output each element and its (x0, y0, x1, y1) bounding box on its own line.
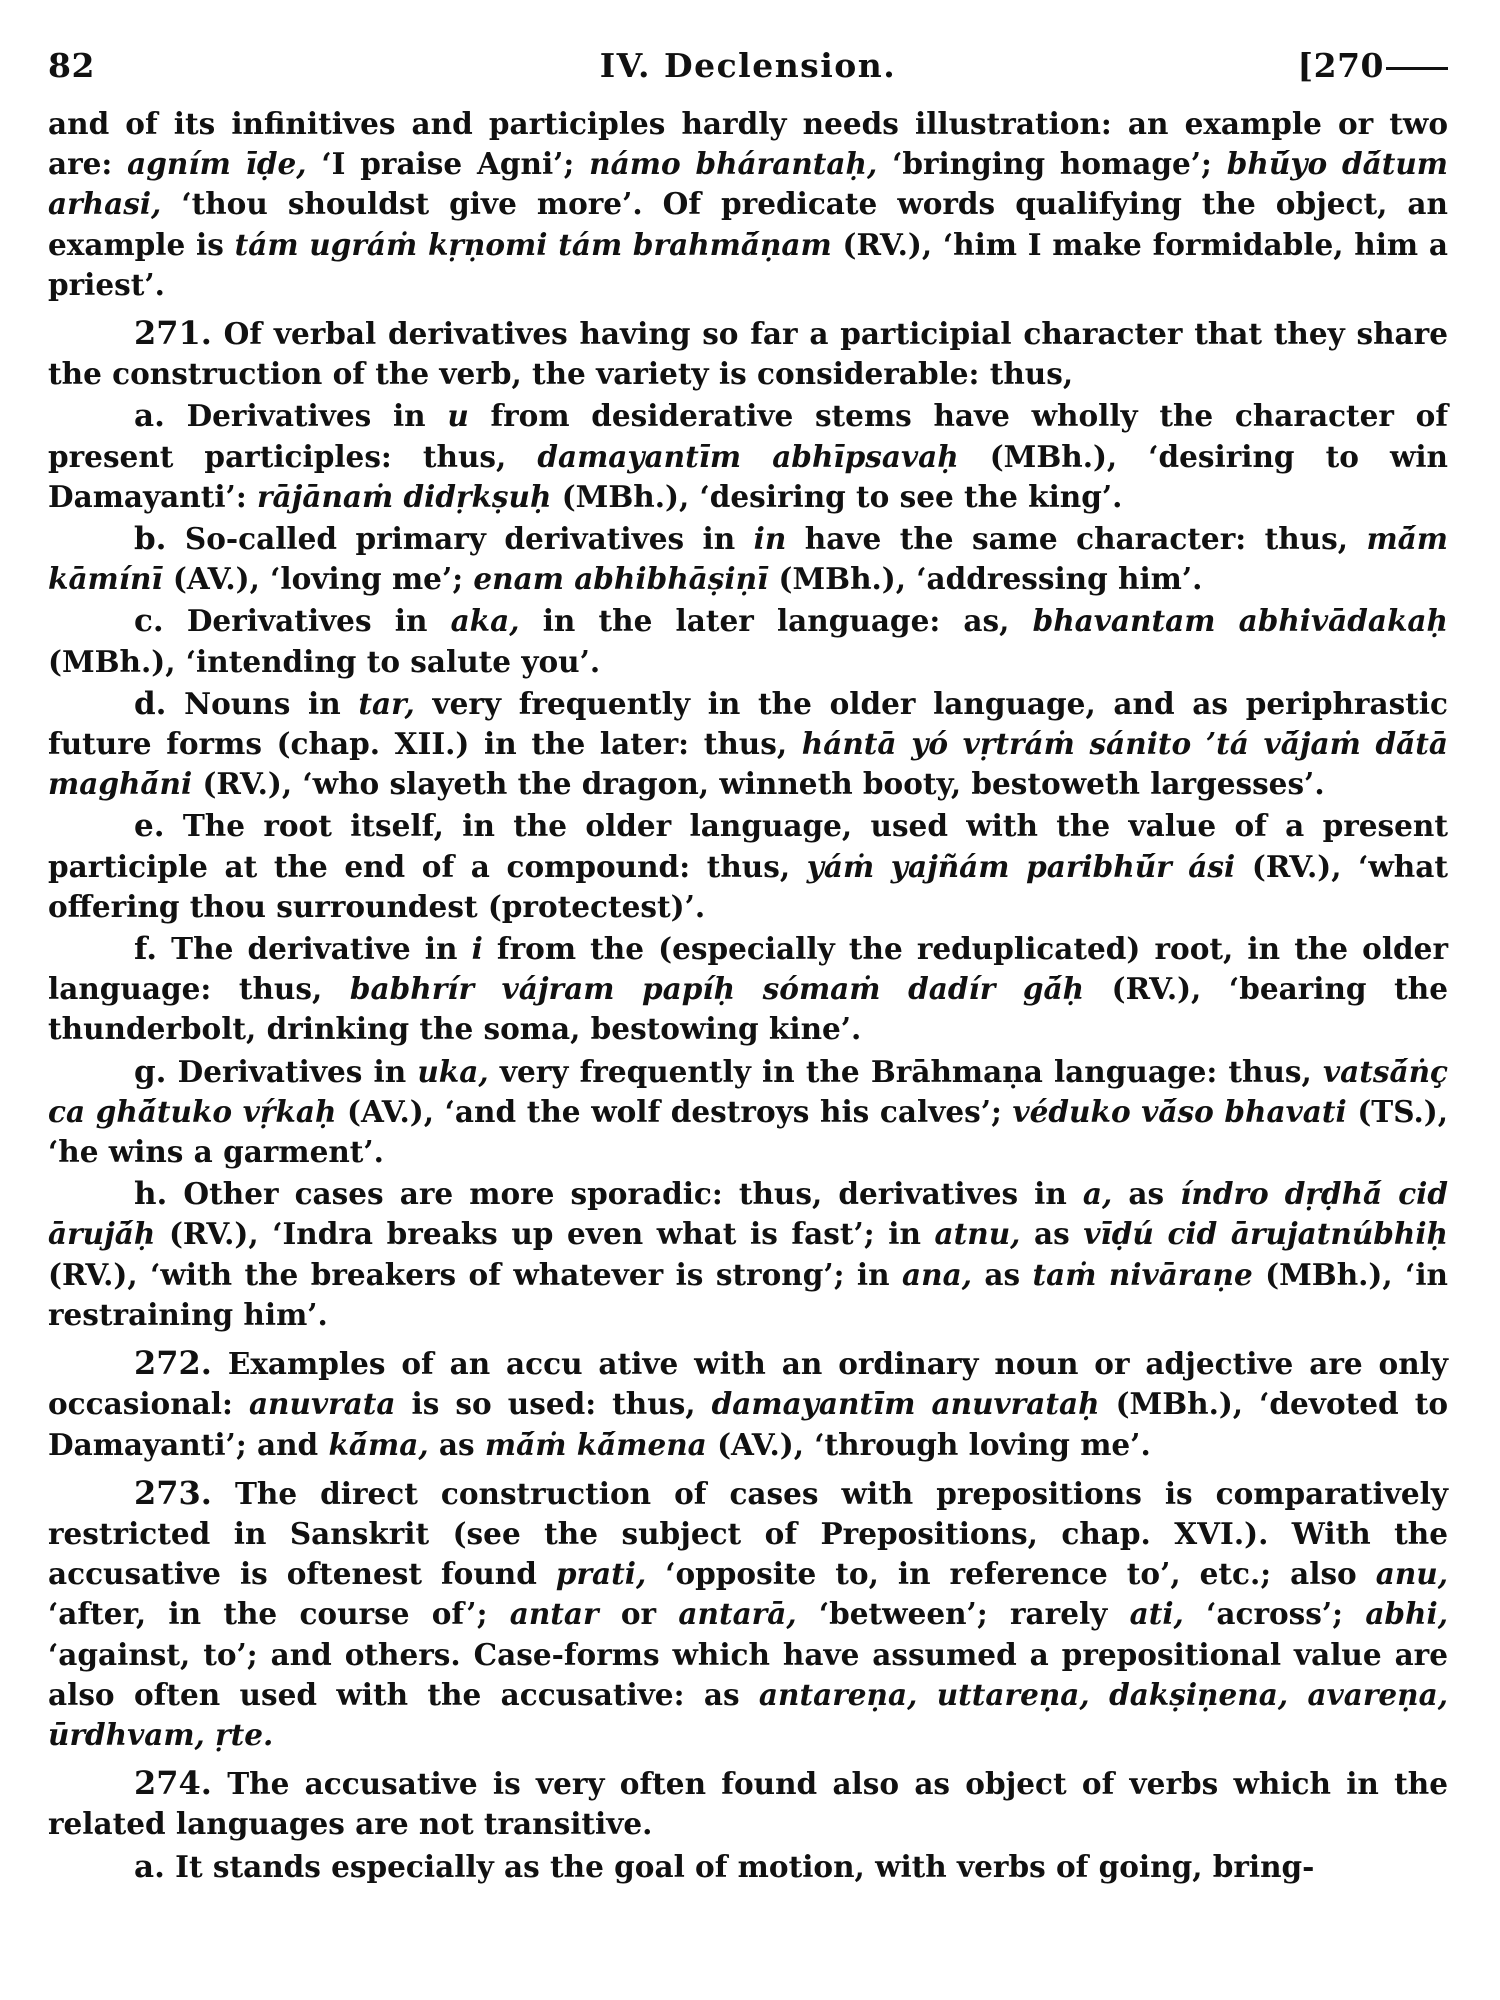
sanskrit-term: babhrír vájram papíḥ sómaṁ dadír gā́ḥ (349, 971, 1085, 1007)
text-run: is so used: thus, (395, 1386, 712, 1422)
sanskrit-term: rājānaṁ didṛkṣuḥ (257, 478, 552, 514)
text-run: ‘across’; (1183, 1596, 1366, 1632)
text-run: from desiderative stems have wholly the character of present participles: thus, (48, 398, 1449, 474)
sanskrit-term: antareṇa, uttareṇa, dakṣiṇena, avareṇa, ūrdhvam, ṛte. (48, 1676, 1448, 1752)
chapter-title: IV. Declension. (599, 46, 897, 85)
text-run: (RV.), ‘Indra breaks up even what is fast’; in (155, 1216, 935, 1252)
text-run: and of its infinitives and participles hardly needs illustration: an example or two are: (48, 106, 1448, 182)
text-run: (MBh.), ‘desiring to win Damayanti’: (48, 438, 1448, 514)
text-run: (AV.), ‘loving me’; (162, 561, 474, 597)
sanskrit-term: ati, (1129, 1596, 1184, 1632)
text-run: So-called primary derivatives in (166, 521, 754, 557)
subsection-paragraph-p271e (48, 806, 1448, 927)
sanskrit-term: enam abhibhāṣiṇī (473, 561, 769, 597)
sanskrit-term: kā́ma, (328, 1426, 429, 1462)
text-run: (TS.), ‘he wins a garment’. (48, 1093, 1448, 1170)
subsection-letter: h. (134, 1176, 168, 1213)
text-run: ‘I praise Agni’; (306, 146, 590, 182)
text-run: as (428, 1426, 485, 1462)
text-run: ‘bringing homage’; (877, 146, 1227, 182)
text-run: (RV.), ‘who slayeth the dragon, winneth booty, bestoweth largesses’. (192, 766, 1325, 802)
text-run: as (971, 1256, 1033, 1292)
text-run: Derivatives in (163, 603, 451, 639)
sanskrit-term: yáṁ yajñám paribhū́r ási (806, 848, 1236, 884)
subsection-letter: e. (134, 808, 165, 845)
section-reference (1298, 46, 1449, 86)
running-header (48, 40, 1448, 104)
text-run: from the (especially the reduplicated) root, in the older language: thus, (48, 931, 1448, 1007)
text-run: ‘thou shouldst give more’. Of predicate words qualifying the object, an example is (48, 186, 1448, 262)
subsection-paragraph-p271c (48, 601, 1448, 681)
sanskrit-term: tar, (358, 685, 415, 721)
text-run: The derivative in (157, 931, 472, 967)
subsection-letter: c. (134, 603, 164, 640)
subsection-paragraph-p271g (48, 1052, 1448, 1173)
text-run: (RV.), ‘bearing the thunderbolt, drinking the soma, bestowing kine’. (48, 971, 1448, 1047)
subsection-paragraph-p271a (48, 396, 1448, 517)
sanskrit-term: mā́m kāmínī (48, 521, 1448, 597)
text-run: (MBh.), ‘addressing him’. (768, 561, 1203, 597)
sanskrit-term: uka, (417, 1053, 489, 1089)
text-run: as (1112, 1176, 1181, 1212)
sanskrit-term: tám ugráṁ kṛṇomi tám brahmā́ṇam (234, 226, 832, 262)
subsection-letter: a. (134, 1848, 165, 1885)
text-run: (RV.), ‘him I make formidable, him a priest’. (48, 226, 1448, 302)
text-run: (AV.), ‘through loving me’. (706, 1426, 1151, 1462)
sanskrit-term: anu, (1375, 1556, 1448, 1592)
sanskrit-term: i (471, 931, 483, 967)
text-run: have the same character: thus, (786, 521, 1367, 557)
section-paragraph-p273 (48, 1473, 1448, 1755)
text-run: (MBh.), ‘in restraining him’. (48, 1256, 1448, 1332)
subsection-letter: f. (134, 931, 158, 968)
text-run: (RV.), ‘what offering thou surroundest (protectest)’. (48, 848, 1448, 924)
sanskrit-term: antar (509, 1596, 599, 1632)
sanskrit-term: vatsā́ṅç ca ghā́tuko vṛ́kaḥ (48, 1053, 1448, 1129)
section-reference-text: [270 (1297, 46, 1384, 85)
text-run: ‘against, to’; and others. Case-forms which have assumed a prepositional value are also often used with the accusative: as (48, 1636, 1448, 1712)
subsection-paragraph-p271b (48, 519, 1448, 599)
sanskrit-term: agním īḍe, (127, 146, 307, 182)
sanskrit-term: bhū́yo dā́tum arhasi, (48, 146, 1449, 222)
section-paragraph-p271 (48, 313, 1448, 394)
text-run: Of verbal derivatives having so far a participial character that they share the construction of the verb, the variety is considerable: thus, (48, 316, 1448, 392)
text-run: very frequently in the Brāhmaṇa language: thus, (488, 1053, 1323, 1089)
sanskrit-term: u (447, 398, 469, 434)
text-run: (AV.), ‘and the wolf destroys his calves’; (336, 1093, 1013, 1129)
section-paragraph-p272 (48, 1343, 1448, 1465)
text-run: Other cases are more sporadic: thus, derivatives in (167, 1176, 1083, 1212)
subsection-letter: d. (134, 685, 167, 722)
text-run: ‘after, in the course of’; (48, 1596, 510, 1632)
text-run: Derivatives in (166, 1053, 418, 1089)
continuation-paragraph (48, 104, 1448, 305)
sanskrit-term: taṁ nivāraṇe (1032, 1256, 1253, 1292)
sanskrit-term: in (753, 521, 787, 557)
section-number: 273. (134, 1473, 212, 1512)
sanskrit-term: damayantīm abhīpsavaḥ (537, 438, 959, 474)
text-run: (MBh.), ‘intending to salute you’. (48, 643, 601, 679)
sanskrit-term: aka, (450, 603, 520, 639)
sanskrit-term: a, (1082, 1176, 1113, 1212)
text-run: Nouns in (166, 685, 359, 721)
sanskrit-term: antarā, (678, 1596, 797, 1632)
text-run: The direct construction of cases with prepositions is comparatively restricted in Sanskrit (see the subject of Prepositions, chap. XVI.). With the accusative is oftenest found (48, 1475, 1448, 1592)
text-run: Examples of an accu ative with an ordinary noun or adjective are only occasional: (48, 1346, 1448, 1422)
sanskrit-term: anuvrata (248, 1386, 396, 1422)
section-number: 271. (134, 314, 212, 353)
text-run: or (598, 1596, 679, 1632)
text-run: The accusative is very often found also as object of verbs which in the related languages are not transitive. (48, 1766, 1448, 1842)
sanskrit-term: ana, (902, 1256, 972, 1292)
page-number: 82 (48, 46, 95, 85)
sanskrit-term: índro dṛḍhā́ cid ārujā́ḥ (48, 1176, 1449, 1252)
text-run: It stands especially as the goal of motion, with verbs of going, bring- (164, 1848, 1315, 1884)
sanskrit-term: bhavantam abhivādakaḥ (1032, 603, 1448, 639)
sanskrit-term: véduko vā́so bhavati (1012, 1093, 1347, 1129)
text-run: Derivatives in (164, 398, 448, 434)
subsection-paragraph-p271h (48, 1174, 1448, 1335)
body-text (48, 104, 1448, 1887)
subsection-paragraph-p271d (48, 684, 1448, 805)
sanskrit-term: námo bhárantaḥ, (589, 146, 878, 182)
text-run: ‘opposite to, in reference to’, etc.; also (646, 1556, 1376, 1592)
section-paragraph-p274 (48, 1763, 1448, 1844)
subsection-paragraph-p274a (48, 1847, 1448, 1887)
subsection-paragraph-p271f (48, 929, 1448, 1050)
text-run: The root itself, in the older language, used with the value of a present participle at the end of a compound: thus, (48, 808, 1448, 884)
sanskrit-term: damayantīm anuvrataḥ (711, 1386, 1100, 1422)
section-number: 272. (134, 1344, 212, 1383)
subsection-letter: a. (134, 398, 165, 435)
sanskrit-term: hántā yó vṛtráṁ sánito ’tá vā́jaṁ dā́tā maghā́ni (48, 726, 1448, 802)
text-run: (MBh.), ‘devoted to Damayanti’; and (48, 1386, 1449, 1462)
text-run: in the later language: as, (519, 603, 1033, 639)
section-reference-dash (1386, 67, 1448, 70)
section-number: 274. (134, 1764, 212, 1803)
text-run: (MBh.), ‘desiring to see the king’. (551, 478, 1123, 514)
book-page (48, 40, 1448, 1980)
subsection-letter: b. (134, 521, 167, 558)
sanskrit-term: atnu, (934, 1216, 1021, 1252)
text-run: (RV.), ‘with the breakers of whatever is strong’; in (48, 1256, 903, 1292)
subsection-letter: g. (134, 1053, 167, 1090)
sanskrit-term: vīḍú cid ārujatnúbhiḥ (1083, 1216, 1449, 1252)
sanskrit-term: mā́ṁ kā́mena (484, 1426, 707, 1462)
text-run: ‘between’; rarely (796, 1596, 1130, 1632)
text-run: as (1020, 1216, 1084, 1252)
sanskrit-term: prati, (555, 1556, 647, 1592)
sanskrit-term: abhi, (1365, 1596, 1448, 1632)
text-run: very frequently in the older language, and as periphrastic future forms (chap. XII.) in the later: thus, (48, 685, 1448, 762)
